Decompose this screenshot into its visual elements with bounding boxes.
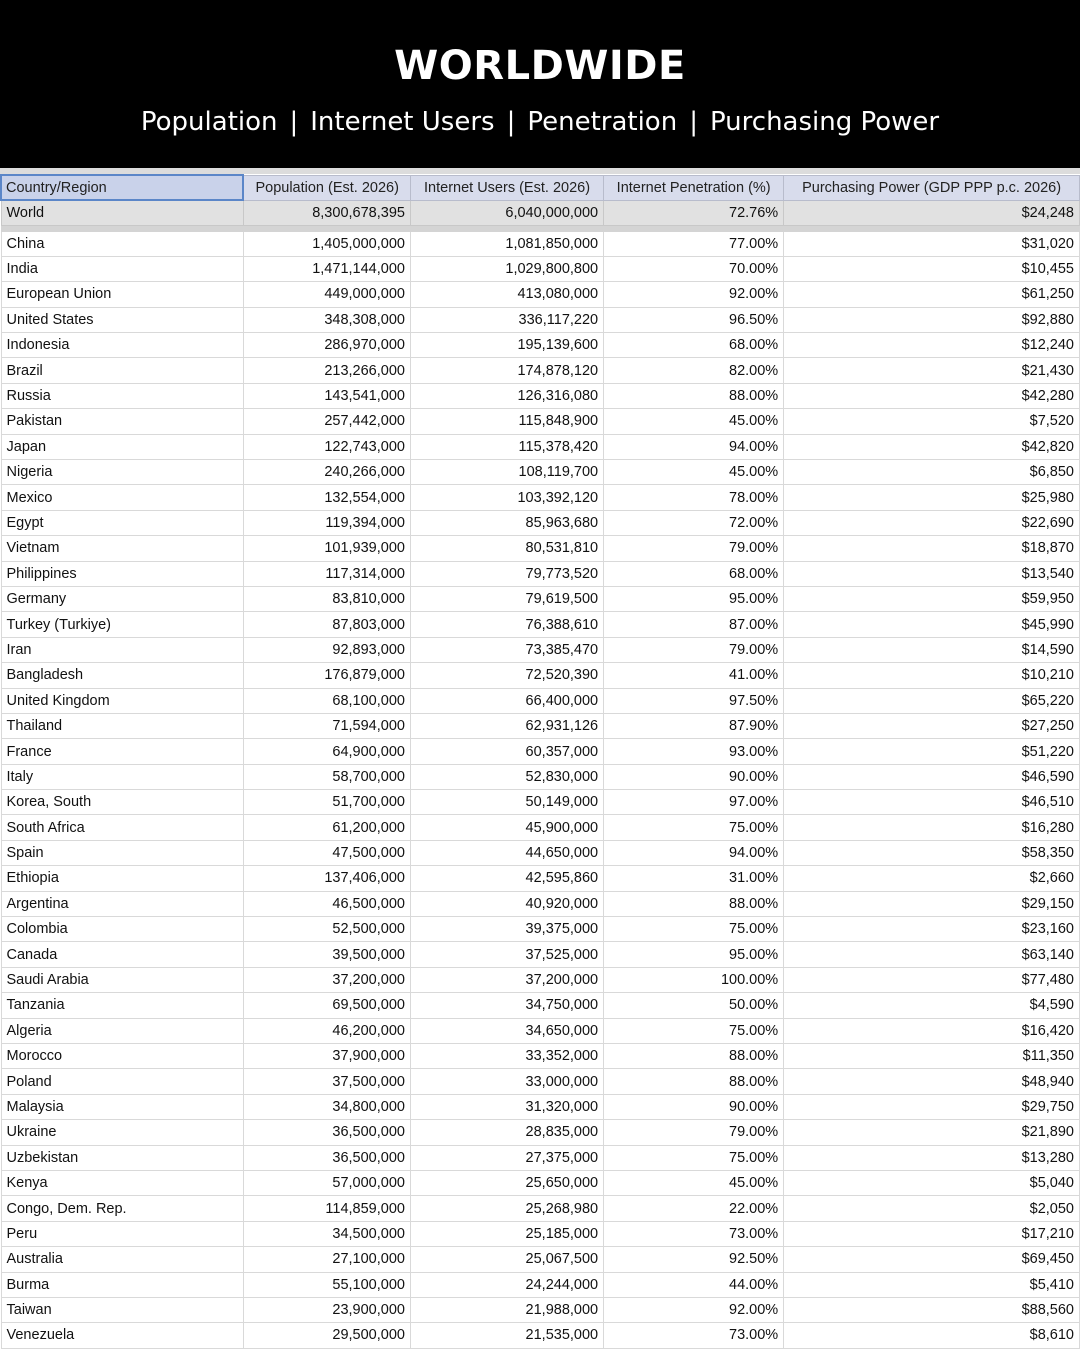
cell-country[interactable]: Argentina [1, 891, 243, 916]
cell-country[interactable]: Colombia [1, 917, 243, 942]
cell-internet-users[interactable]: 115,848,900 [410, 409, 603, 434]
cell-population[interactable]: 8,300,678,395 [243, 200, 410, 225]
cell-internet-users[interactable]: 27,375,000 [410, 1145, 603, 1170]
cell-penetration[interactable]: 73.00% [604, 1323, 784, 1348]
cell-penetration[interactable]: 50.00% [604, 993, 784, 1018]
header-banner [0, 0, 1080, 168]
column-header-population[interactable]: Population (Est. 2026) [243, 175, 410, 200]
cell-country[interactable]: Saudi Arabia [1, 967, 243, 992]
cell-penetration[interactable]: 79.00% [604, 1120, 784, 1145]
cell-internet-users[interactable]: 21,988,000 [410, 1297, 603, 1322]
subtitle-internet-users: Internet Users [310, 107, 495, 137]
cell-country[interactable]: Morocco [1, 1044, 243, 1069]
cell-country[interactable]: Iran [1, 637, 243, 662]
cell-penetration[interactable]: 97.50% [604, 688, 784, 713]
cell-country[interactable]: World [1, 200, 243, 225]
cell-internet-users[interactable]: 33,352,000 [410, 1044, 603, 1069]
cell-population[interactable]: 286,970,000 [243, 333, 410, 358]
cell-population[interactable]: 1,405,000,000 [243, 231, 410, 256]
table-row [1, 942, 1080, 967]
table-row [1, 840, 1080, 865]
cell-purchasing-power[interactable]: $69,450 [784, 1247, 1080, 1272]
cell-purchasing-power[interactable]: $48,940 [784, 1069, 1080, 1094]
cell-purchasing-power[interactable]: $46,590 [784, 764, 1080, 789]
cell-population[interactable]: 55,100,000 [243, 1272, 410, 1297]
cell-internet-users[interactable]: 44,650,000 [410, 840, 603, 865]
cell-purchasing-power[interactable]: $10,210 [784, 663, 1080, 688]
table-row [1, 1069, 1080, 1094]
cell-purchasing-power[interactable]: $59,950 [784, 586, 1080, 611]
cell-purchasing-power[interactable]: $63,140 [784, 942, 1080, 967]
cell-purchasing-power[interactable]: $92,880 [784, 307, 1080, 332]
table-row [1, 282, 1080, 307]
cell-purchasing-power[interactable]: $16,420 [784, 1018, 1080, 1043]
cell-population[interactable]: 36,500,000 [243, 1120, 410, 1145]
table-row [1, 1120, 1080, 1145]
cell-penetration[interactable]: 79.00% [604, 536, 784, 561]
table-row [1, 256, 1080, 281]
cell-population[interactable]: 240,266,000 [243, 460, 410, 485]
cell-internet-users[interactable]: 50,149,000 [410, 790, 603, 815]
cell-internet-users[interactable]: 25,268,980 [410, 1196, 603, 1221]
table-row [1, 460, 1080, 485]
cell-internet-users[interactable]: 174,878,120 [410, 358, 603, 383]
table-row [1, 637, 1080, 662]
cell-internet-users[interactable]: 108,119,700 [410, 460, 603, 485]
cell-country[interactable]: India [1, 256, 243, 281]
cell-penetration[interactable]: 87.90% [604, 713, 784, 738]
cell-internet-users[interactable]: 73,385,470 [410, 637, 603, 662]
cell-penetration[interactable]: 44.00% [604, 1272, 784, 1297]
cell-country[interactable]: Vietnam [1, 536, 243, 561]
cell-purchasing-power[interactable]: $17,210 [784, 1221, 1080, 1246]
cell-country[interactable]: Brazil [1, 358, 243, 383]
cell-internet-users[interactable]: 39,375,000 [410, 917, 603, 942]
cell-penetration[interactable]: 45.00% [604, 1170, 784, 1195]
cell-country[interactable]: Canada [1, 942, 243, 967]
cell-purchasing-power[interactable]: $11,350 [784, 1044, 1080, 1069]
cell-internet-users[interactable]: 60,357,000 [410, 739, 603, 764]
cell-country[interactable]: Congo, Dem. Rep. [1, 1196, 243, 1221]
cell-purchasing-power[interactable]: $18,870 [784, 536, 1080, 561]
cell-country[interactable]: Tanzania [1, 993, 243, 1018]
cell-purchasing-power[interactable]: $24,248 [784, 200, 1080, 225]
table-row [1, 815, 1080, 840]
table-row [1, 1247, 1080, 1272]
data-table [0, 174, 1080, 1349]
table-row [1, 612, 1080, 637]
cell-purchasing-power[interactable]: $51,220 [784, 739, 1080, 764]
cell-purchasing-power[interactable]: $29,750 [784, 1094, 1080, 1119]
cell-penetration[interactable]: 90.00% [604, 764, 784, 789]
table-row [1, 358, 1080, 383]
cell-population[interactable]: 117,314,000 [243, 561, 410, 586]
header-row [1, 175, 1080, 200]
cell-country[interactable]: United Kingdom [1, 688, 243, 713]
cell-penetration[interactable]: 88.00% [604, 1044, 784, 1069]
cell-purchasing-power[interactable]: $13,540 [784, 561, 1080, 586]
cell-population[interactable]: 71,594,000 [243, 713, 410, 738]
cell-population[interactable]: 39,500,000 [243, 942, 410, 967]
table-row [1, 1018, 1080, 1043]
cell-penetration[interactable]: 97.00% [604, 790, 784, 815]
cell-population[interactable]: 132,554,000 [243, 485, 410, 510]
cell-penetration[interactable]: 82.00% [604, 358, 784, 383]
cell-country[interactable]: Korea, South [1, 790, 243, 815]
cell-penetration[interactable]: 68.00% [604, 333, 784, 358]
cell-population[interactable]: 83,810,000 [243, 586, 410, 611]
cell-population[interactable]: 61,200,000 [243, 815, 410, 840]
table-row [1, 510, 1080, 535]
cell-internet-users[interactable]: 80,531,810 [410, 536, 603, 561]
cell-internet-users[interactable]: 28,835,000 [410, 1120, 603, 1145]
table-row [1, 739, 1080, 764]
cell-internet-users[interactable]: 413,080,000 [410, 282, 603, 307]
cell-country[interactable]: Bangladesh [1, 663, 243, 688]
cell-purchasing-power[interactable]: $8,610 [784, 1323, 1080, 1348]
table-row [1, 409, 1080, 434]
cell-purchasing-power[interactable]: $12,240 [784, 333, 1080, 358]
table-row [1, 485, 1080, 510]
cell-penetration[interactable]: 77.00% [604, 231, 784, 256]
cell-penetration[interactable]: 72.76% [604, 200, 784, 225]
cell-internet-users[interactable]: 31,320,000 [410, 1094, 603, 1119]
table-row [1, 561, 1080, 586]
cell-purchasing-power[interactable]: $61,250 [784, 282, 1080, 307]
cell-purchasing-power[interactable]: $4,590 [784, 993, 1080, 1018]
cell-penetration[interactable]: 22.00% [604, 1196, 784, 1221]
cell-internet-users[interactable]: 24,244,000 [410, 1272, 603, 1297]
cell-internet-users[interactable]: 37,525,000 [410, 942, 603, 967]
cell-purchasing-power[interactable]: $13,280 [784, 1145, 1080, 1170]
subtitle-penetration: Penetration [527, 107, 678, 137]
table-row [1, 967, 1080, 992]
cell-purchasing-power[interactable]: $2,050 [784, 1196, 1080, 1221]
cell-country[interactable]: Australia [1, 1247, 243, 1272]
table-row [1, 383, 1080, 408]
cell-country[interactable]: Kenya [1, 1170, 243, 1195]
cell-country[interactable]: Peru [1, 1221, 243, 1246]
cell-population[interactable]: 51,700,000 [243, 790, 410, 815]
cell-purchasing-power[interactable]: $65,220 [784, 688, 1080, 713]
table-row [1, 1323, 1080, 1348]
cell-internet-users[interactable]: 336,117,220 [410, 307, 603, 332]
cell-country[interactable]: Uzbekistan [1, 1145, 243, 1170]
cell-population[interactable]: 57,000,000 [243, 1170, 410, 1195]
table-row [1, 663, 1080, 688]
cell-country[interactable]: Poland [1, 1069, 243, 1094]
page-title: WORLDWIDE [394, 43, 686, 89]
cell-penetration[interactable]: 78.00% [604, 485, 784, 510]
cell-country[interactable]: China [1, 231, 243, 256]
cell-population[interactable]: 46,500,000 [243, 891, 410, 916]
cell-internet-users[interactable]: 33,000,000 [410, 1069, 603, 1094]
cell-population[interactable]: 257,442,000 [243, 409, 410, 434]
cell-population[interactable]: 29,500,000 [243, 1323, 410, 1348]
cell-penetration[interactable]: 92.00% [604, 282, 784, 307]
cell-penetration[interactable]: 87.00% [604, 612, 784, 637]
table-row [1, 1044, 1080, 1069]
cell-population[interactable]: 87,803,000 [243, 612, 410, 637]
cell-population[interactable]: 52,500,000 [243, 917, 410, 942]
cell-purchasing-power[interactable]: $2,660 [784, 866, 1080, 891]
table-row [1, 790, 1080, 815]
cell-country[interactable]: United States [1, 307, 243, 332]
cell-purchasing-power[interactable]: $29,150 [784, 891, 1080, 916]
cell-penetration[interactable]: 88.00% [604, 383, 784, 408]
cell-purchasing-power[interactable]: $21,430 [784, 358, 1080, 383]
cell-internet-users[interactable]: 115,378,420 [410, 434, 603, 459]
subtitle-separator: | [506, 107, 516, 137]
cell-penetration[interactable]: 94.00% [604, 434, 784, 459]
column-header-internet-users[interactable]: Internet Users (Est. 2026) [410, 175, 603, 200]
cell-internet-users[interactable]: 21,535,000 [410, 1323, 603, 1348]
cell-population[interactable]: 348,308,000 [243, 307, 410, 332]
table-row [1, 536, 1080, 561]
cell-penetration[interactable]: 94.00% [604, 840, 784, 865]
cell-purchasing-power[interactable]: $45,990 [784, 612, 1080, 637]
table-row [1, 1196, 1080, 1221]
cell-population[interactable]: 122,743,000 [243, 434, 410, 459]
cell-country[interactable]: Italy [1, 764, 243, 789]
cell-internet-users[interactable]: 79,773,520 [410, 561, 603, 586]
cell-penetration[interactable]: 90.00% [604, 1094, 784, 1119]
cell-internet-users[interactable]: 52,830,000 [410, 764, 603, 789]
cell-purchasing-power[interactable]: $42,280 [784, 383, 1080, 408]
cell-penetration[interactable]: 95.00% [604, 586, 784, 611]
cell-penetration[interactable]: 75.00% [604, 917, 784, 942]
cell-purchasing-power[interactable]: $58,350 [784, 840, 1080, 865]
cell-internet-users[interactable]: 126,316,080 [410, 383, 603, 408]
cell-internet-users[interactable]: 37,200,000 [410, 967, 603, 992]
cell-internet-users[interactable]: 76,388,610 [410, 612, 603, 637]
table-row [1, 917, 1080, 942]
cell-penetration[interactable]: 79.00% [604, 637, 784, 662]
cell-country[interactable]: Nigeria [1, 460, 243, 485]
cell-purchasing-power[interactable]: $27,250 [784, 713, 1080, 738]
cell-population[interactable]: 37,900,000 [243, 1044, 410, 1069]
cell-purchasing-power[interactable]: $7,520 [784, 409, 1080, 434]
cell-purchasing-power[interactable]: $31,020 [784, 231, 1080, 256]
cell-internet-users[interactable]: 34,750,000 [410, 993, 603, 1018]
cell-country[interactable]: Philippines [1, 561, 243, 586]
cell-internet-users[interactable]: 45,900,000 [410, 815, 603, 840]
table-row [1, 434, 1080, 459]
cell-penetration[interactable]: 96.50% [604, 307, 784, 332]
cell-country[interactable]: Venezuela [1, 1323, 243, 1348]
cell-country[interactable]: Indonesia [1, 333, 243, 358]
cell-population[interactable]: 213,266,000 [243, 358, 410, 383]
cell-country[interactable]: Germany [1, 586, 243, 611]
cell-internet-users[interactable]: 103,392,120 [410, 485, 603, 510]
cell-purchasing-power[interactable]: $42,820 [784, 434, 1080, 459]
column-header-country[interactable]: Country/Region [1, 175, 243, 200]
cell-penetration[interactable]: 45.00% [604, 460, 784, 485]
cell-internet-users[interactable]: 85,963,680 [410, 510, 603, 535]
cell-penetration[interactable]: 70.00% [604, 256, 784, 281]
cell-country[interactable]: Japan [1, 434, 243, 459]
cell-population[interactable]: 23,900,000 [243, 1297, 410, 1322]
cell-purchasing-power[interactable]: $77,480 [784, 967, 1080, 992]
cell-internet-users[interactable]: 66,400,000 [410, 688, 603, 713]
world-total-row [1, 200, 1080, 225]
cell-penetration[interactable]: 93.00% [604, 739, 784, 764]
cell-internet-users[interactable]: 72,520,390 [410, 663, 603, 688]
cell-population[interactable]: 69,500,000 [243, 993, 410, 1018]
cell-population[interactable]: 119,394,000 [243, 510, 410, 535]
cell-penetration[interactable]: 88.00% [604, 891, 784, 916]
cell-internet-users[interactable]: 42,595,860 [410, 866, 603, 891]
cell-penetration[interactable]: 92.50% [604, 1247, 784, 1272]
table-row [1, 586, 1080, 611]
page-subtitle [0, 104, 1080, 140]
cell-purchasing-power[interactable]: $14,590 [784, 637, 1080, 662]
table-row [1, 1094, 1080, 1119]
cell-population[interactable]: 92,893,000 [243, 637, 410, 662]
cell-country[interactable]: Taiwan [1, 1297, 243, 1322]
cell-population[interactable]: 46,200,000 [243, 1018, 410, 1043]
cell-internet-users[interactable]: 62,931,126 [410, 713, 603, 738]
table-row [1, 1272, 1080, 1297]
cell-population[interactable]: 176,879,000 [243, 663, 410, 688]
cell-country[interactable]: Turkey (Turkiye) [1, 612, 243, 637]
cell-internet-users[interactable]: 1,029,800,800 [410, 256, 603, 281]
cell-purchasing-power[interactable]: $25,980 [784, 485, 1080, 510]
cell-penetration[interactable]: 75.00% [604, 815, 784, 840]
cell-purchasing-power[interactable]: $23,160 [784, 917, 1080, 942]
cell-penetration[interactable]: 92.00% [604, 1297, 784, 1322]
cell-country[interactable]: France [1, 739, 243, 764]
column-header-penetration[interactable]: Internet Penetration (%) [604, 175, 784, 200]
cell-purchasing-power[interactable]: $88,560 [784, 1297, 1080, 1322]
cell-country[interactable]: Algeria [1, 1018, 243, 1043]
cell-penetration[interactable]: 88.00% [604, 1069, 784, 1094]
cell-country[interactable]: Ukraine [1, 1120, 243, 1145]
table-row [1, 713, 1080, 738]
cell-penetration[interactable]: 72.00% [604, 510, 784, 535]
table-row [1, 891, 1080, 916]
table-row [1, 231, 1080, 256]
cell-population[interactable]: 114,859,000 [243, 1196, 410, 1221]
cell-population[interactable]: 64,900,000 [243, 739, 410, 764]
table-row [1, 1297, 1080, 1322]
table-row [1, 333, 1080, 358]
cell-penetration[interactable]: 95.00% [604, 942, 784, 967]
cell-internet-users[interactable]: 25,185,000 [410, 1221, 603, 1246]
cell-population[interactable]: 27,100,000 [243, 1247, 410, 1272]
cell-purchasing-power[interactable]: $21,890 [784, 1120, 1080, 1145]
table-row [1, 993, 1080, 1018]
cell-population[interactable]: 137,406,000 [243, 866, 410, 891]
cell-penetration[interactable]: 75.00% [604, 1018, 784, 1043]
cell-country[interactable]: Malaysia [1, 1094, 243, 1119]
cell-population[interactable]: 68,100,000 [243, 688, 410, 713]
cell-population[interactable]: 1,471,144,000 [243, 256, 410, 281]
cell-population[interactable]: 101,939,000 [243, 536, 410, 561]
cell-population[interactable]: 143,541,000 [243, 383, 410, 408]
cell-country[interactable]: Pakistan [1, 409, 243, 434]
cell-population[interactable]: 449,000,000 [243, 282, 410, 307]
cell-population[interactable]: 37,200,000 [243, 967, 410, 992]
column-header-purchasing-power[interactable]: Purchasing Power (GDP PPP p.c. 2026) [784, 175, 1080, 200]
table-row [1, 1170, 1080, 1195]
cell-penetration[interactable]: 45.00% [604, 409, 784, 434]
cell-population[interactable]: 36,500,000 [243, 1145, 410, 1170]
cell-country[interactable]: Egypt [1, 510, 243, 535]
cell-country[interactable]: South Africa [1, 815, 243, 840]
cell-purchasing-power[interactable]: $5,410 [784, 1272, 1080, 1297]
cell-penetration[interactable]: 41.00% [604, 663, 784, 688]
cell-population[interactable]: 34,500,000 [243, 1221, 410, 1246]
cell-internet-users[interactable]: 40,920,000 [410, 891, 603, 916]
spreadsheet [0, 168, 1080, 1350]
table-row [1, 764, 1080, 789]
cell-country[interactable]: European Union [1, 282, 243, 307]
cell-country[interactable]: Mexico [1, 485, 243, 510]
cell-internet-users[interactable]: 25,650,000 [410, 1170, 603, 1195]
cell-penetration[interactable]: 68.00% [604, 561, 784, 586]
table-row [1, 1145, 1080, 1170]
cell-country[interactable]: Thailand [1, 713, 243, 738]
subtitle-purchasing-power: Purchasing Power [709, 107, 940, 137]
cell-internet-users[interactable]: 34,650,000 [410, 1018, 603, 1043]
cell-purchasing-power[interactable]: $46,510 [784, 790, 1080, 815]
cell-penetration[interactable]: 100.00% [604, 967, 784, 992]
cell-country[interactable]: Russia [1, 383, 243, 408]
cell-internet-users[interactable]: 25,067,500 [410, 1247, 603, 1272]
cell-purchasing-power[interactable]: $6,850 [784, 460, 1080, 485]
table-row [1, 688, 1080, 713]
cell-population[interactable]: 58,700,000 [243, 764, 410, 789]
subtitle-separator: | [289, 107, 299, 137]
cell-internet-users[interactable]: 195,139,600 [410, 333, 603, 358]
cell-population[interactable]: 34,800,000 [243, 1094, 410, 1119]
cell-country[interactable]: Burma [1, 1272, 243, 1297]
cell-purchasing-power[interactable]: $16,280 [784, 815, 1080, 840]
subtitle-separator: | [689, 107, 698, 137]
subtitle-population: Population [140, 107, 278, 137]
cell-population[interactable]: 37,500,000 [243, 1069, 410, 1094]
cell-country[interactable]: Ethiopia [1, 866, 243, 891]
cell-penetration[interactable]: 73.00% [604, 1221, 784, 1246]
cell-internet-users[interactable]: 79,619,500 [410, 586, 603, 611]
table-row [1, 866, 1080, 891]
cell-internet-users[interactable]: 1,081,850,000 [410, 231, 603, 256]
cell-purchasing-power[interactable]: $22,690 [784, 510, 1080, 535]
cell-purchasing-power[interactable]: $5,040 [784, 1170, 1080, 1195]
cell-country[interactable]: Spain [1, 840, 243, 865]
cell-penetration[interactable]: 31.00% [604, 866, 784, 891]
cell-internet-users[interactable]: 6,040,000,000 [410, 200, 603, 225]
cell-penetration[interactable]: 75.00% [604, 1145, 784, 1170]
cell-purchasing-power[interactable]: $10,455 [784, 256, 1080, 281]
cell-population[interactable]: 47,500,000 [243, 840, 410, 865]
table-row [1, 1221, 1080, 1246]
table-row [1, 307, 1080, 332]
